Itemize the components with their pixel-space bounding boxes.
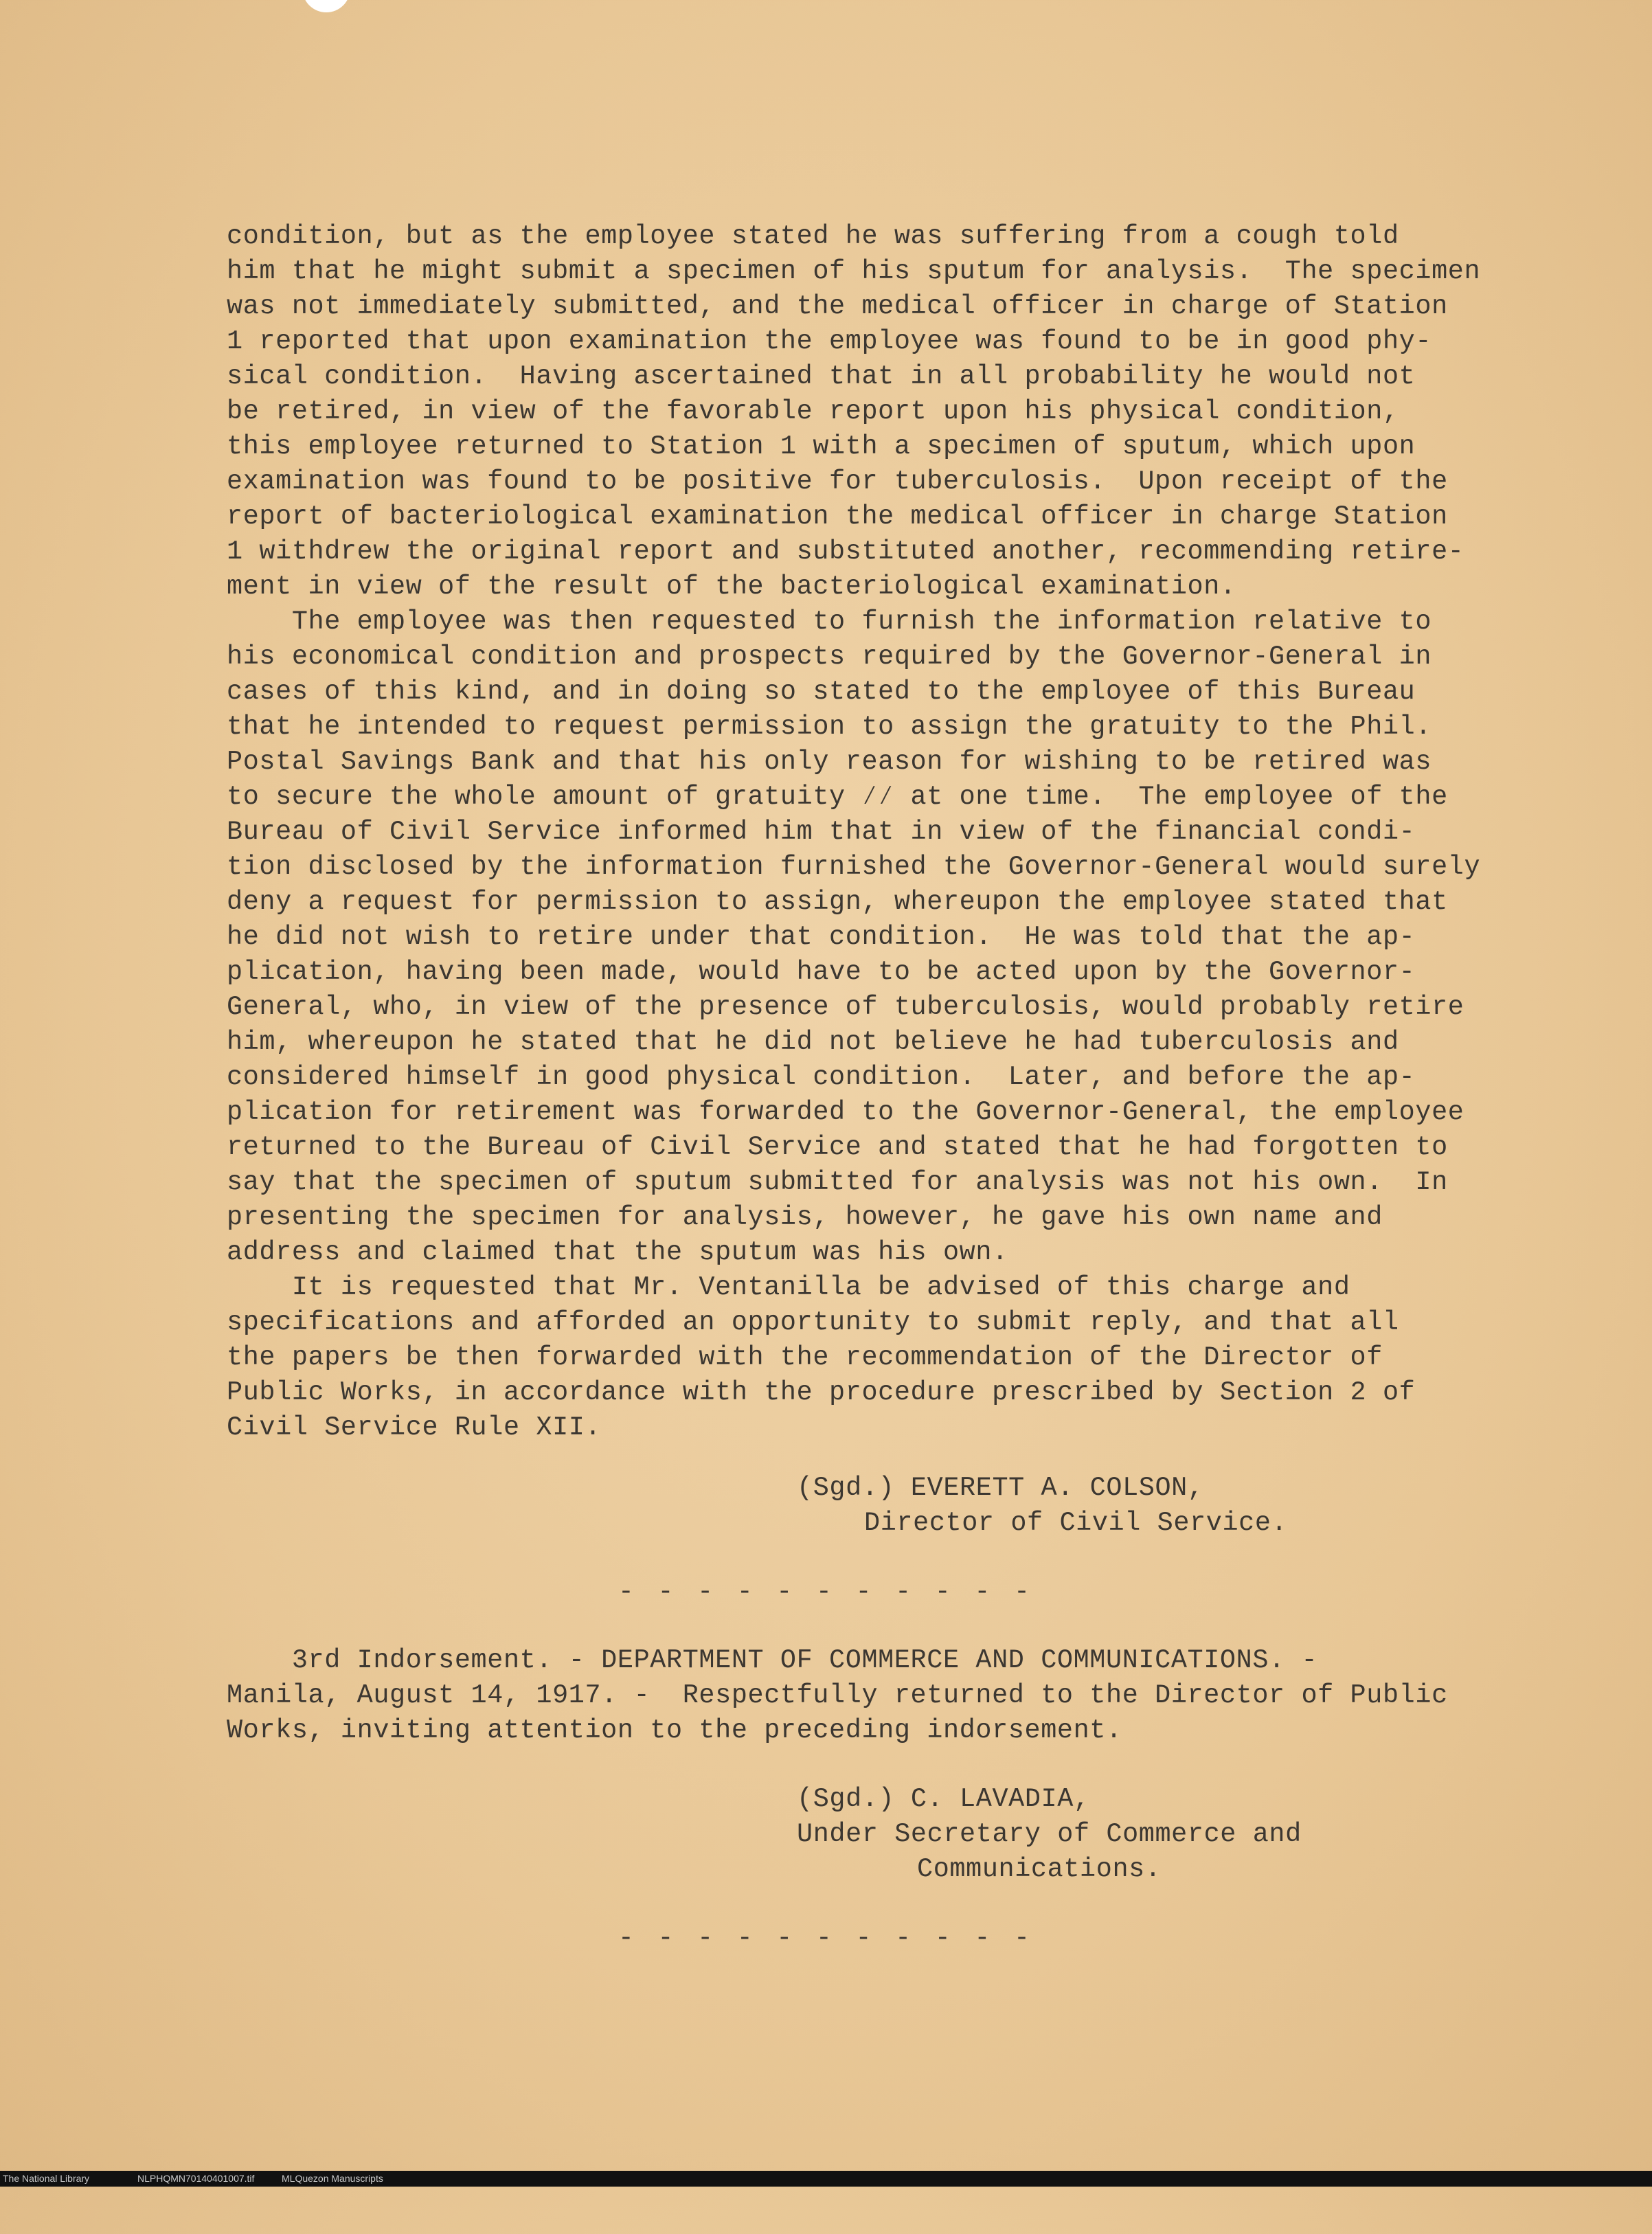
text-line: tion disclosed by the information furnished the Governor-General would surely (227, 852, 1481, 882)
separator-line: - - - - - - - - - - - (618, 1923, 1034, 1953)
text-line: was not immediately submitted, and the medical officer in charge of Station (227, 291, 1448, 321)
text-line: condition, but as the employee stated he was suffering from a cough told (227, 221, 1399, 251)
punch-hole (302, 0, 350, 12)
text-line: plication, having been made, would have to be acted upon by the Governor- (227, 957, 1416, 987)
text-line: him that he might submit a specimen of his sputum for analysis. The specimen (227, 256, 1481, 286)
text-line: 3rd Indorsement. - DEPARTMENT OF COMMERCE AND COMMUNICATIONS. - (227, 1645, 1318, 1676)
text-line: 1 withdrew the original report and substituted another, recommending retire- (227, 537, 1464, 567)
text-line: It is requested that Mr. Ventanilla be advised of this charge and (227, 1272, 1350, 1302)
text-line: Public Works, in accordance with the procedure prescribed by Section 2 of (227, 1377, 1416, 1408)
text-line: The employee was then requested to furnish the information relative to (227, 607, 1432, 637)
footer-collection: MLQuezon Manuscripts (282, 2173, 383, 2184)
text-line: be retired, in view of the favorable report upon his physical condition, (227, 396, 1399, 427)
text-line: considered himself in good physical condition. Later, and before the ap- (227, 1062, 1416, 1092)
text-line: cases of this kind, and in doing so stated to the employee of this Bureau (227, 677, 1416, 707)
text-line: examination was found to be positive for tuberculosis. Upon receipt of the (227, 466, 1448, 497)
text-line: ment in view of the result of the bacteriological examination. (227, 572, 1236, 602)
text-line: him, whereupon he stated that he did not believe he had tuberculosis and (227, 1027, 1399, 1057)
text-line: this employee returned to Station 1 with a specimen of sputum, which upon (227, 431, 1416, 462)
text-line: presenting the specimen for analysis, however, he gave his own name and (227, 1202, 1383, 1232)
text-line: his economical condition and prospects required by the Governor-General in (227, 642, 1432, 672)
text-line: he did not wish to retire under that condition. He was told that the ap- (227, 922, 1416, 952)
separator-line: - - - - - - - - - - - (618, 1577, 1034, 1607)
text-line: Works, inviting attention to the preceding indorsement. (227, 1715, 1122, 1746)
text-line: deny a request for permission to assign, whereupon the employee stated that (227, 887, 1448, 917)
signature-title-cont: Communications. (917, 1854, 1162, 1884)
text-line: Bureau of Civil Service informed him that in view of the financial condi- (227, 817, 1416, 847)
text-line: General, who, in view of the presence of tuberculosis, would probably retire (227, 992, 1464, 1022)
signature-title: Director of Civil Service. (864, 1508, 1288, 1538)
text-line: 1 reported that upon examination the employee was found to be in good phy- (227, 326, 1432, 357)
text-line: address and claimed that the sputum was his own. (227, 1237, 1008, 1267)
text-line: Civil Service Rule XII. (227, 1412, 602, 1443)
text-line: plication for retirement was forwarded to the Governor-General, the employee (227, 1097, 1464, 1127)
text-line: say that the specimen of sputum submitted for analysis was not his own. In (227, 1167, 1448, 1197)
text-line: that he intended to request permission to assign the gratuity to the Phil. (227, 712, 1432, 742)
text-line: the papers be then forwarded with the recommendation of the Director of (227, 1342, 1383, 1373)
signature-title: Under Secretary of Commerce and (797, 1819, 1302, 1849)
text-line: Postal Savings Bank and that his only reason for wishing to be retired was (227, 747, 1432, 777)
text-line: Manila, August 14, 1917. - Respectfully returned to the Director of Public (227, 1680, 1448, 1711)
text-line: sical condition. Having ascertained that in all probability he would not (227, 361, 1416, 392)
archive-footer-bar (0, 2171, 1652, 2187)
text-line: to secure the whole amount of gratuity ⁄⁄ at one time. The employee of the (227, 782, 1448, 812)
text-line: returned to the Bureau of Civil Service and stated that he had forgotten to (227, 1132, 1448, 1162)
signature-name: (Sgd.) EVERETT A. COLSON, (797, 1473, 1204, 1503)
text-line: report of bacteriological examination the medical officer in charge Station (227, 501, 1448, 532)
footer-library: The National Library (3, 2173, 90, 2184)
footer-filename: NLPHQMN70140401007.tif (137, 2173, 255, 2184)
signature-name: (Sgd.) C. LAVADIA, (797, 1784, 1090, 1814)
text-line: specifications and afforded an opportunity to submit reply, and that all (227, 1307, 1399, 1338)
